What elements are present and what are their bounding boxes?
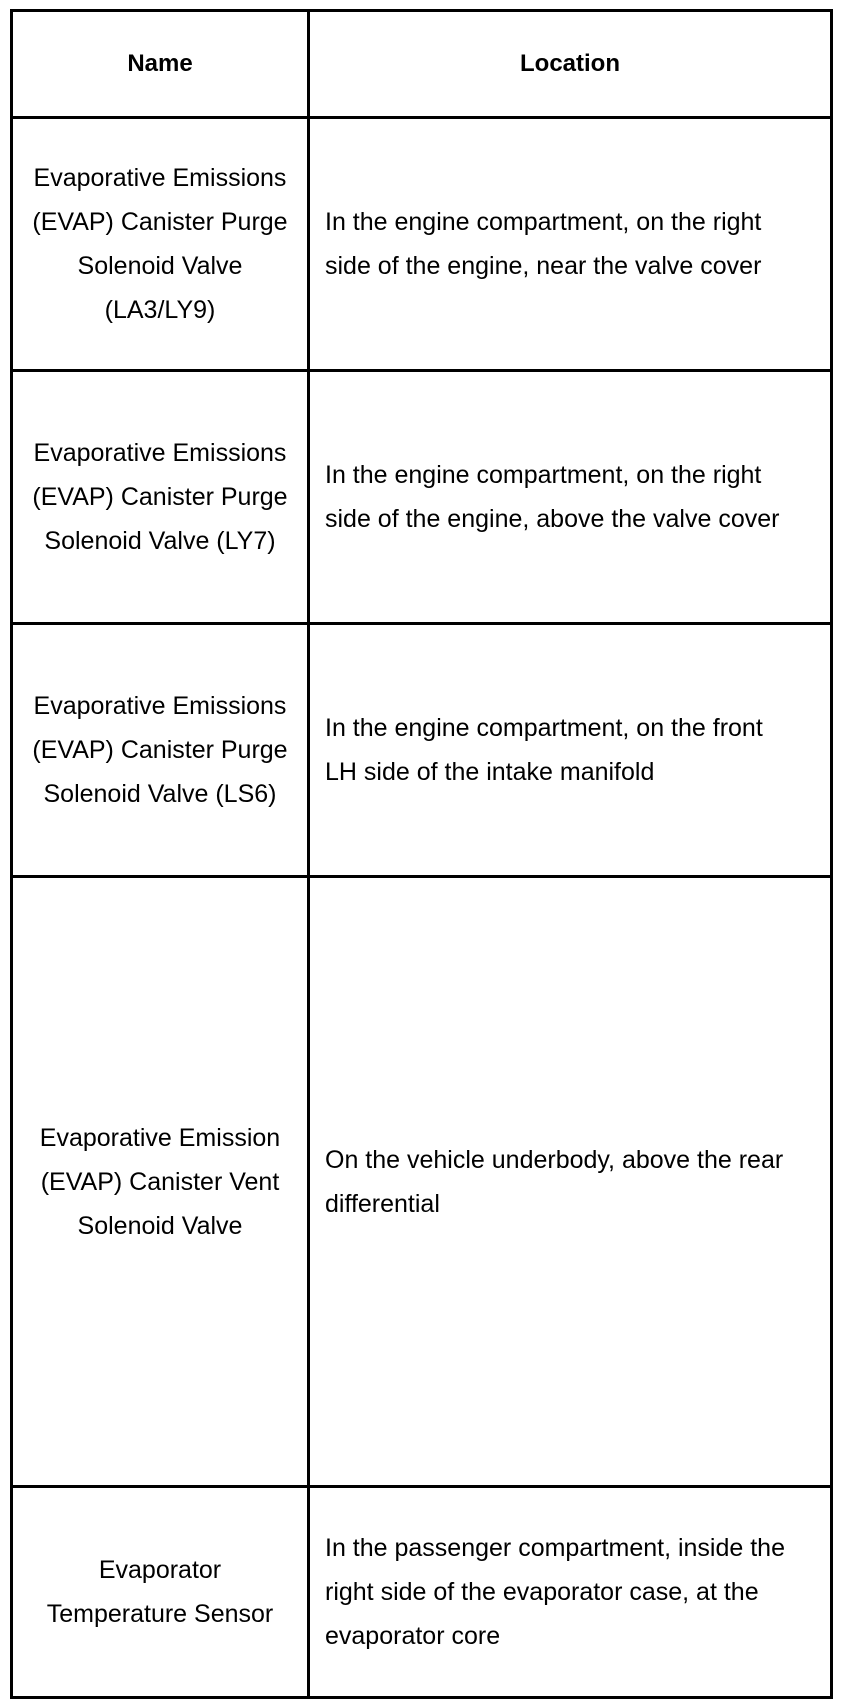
component-location: In the passenger compartment, inside the right side of the evaporator case, at the evaporator core (309, 1487, 832, 1698)
component-name: Evaporative Emissions (EVAP) Canister Purge Solenoid Valve (LY7) (12, 371, 309, 624)
component-name: Evaporative Emissions (EVAP) Canister Purge Solenoid Valve (LS6) (12, 624, 309, 877)
table-header-row (12, 11, 832, 118)
table-row (12, 1487, 832, 1698)
component-location: On the vehicle underbody, above the rear differential (309, 877, 832, 1487)
header-name: Name (12, 11, 309, 118)
table-row (12, 624, 832, 877)
component-location: In the engine compartment, on the right side of the engine, near the valve cover (309, 118, 832, 371)
component-location: In the engine compartment, on the front LH side of the intake manifold (309, 624, 832, 877)
component-name: Evaporative Emissions (EVAP) Canister Purge Solenoid Valve (LA3/LY9) (12, 118, 309, 371)
header-location: Location (309, 11, 832, 118)
table-row (12, 371, 832, 624)
component-name: Evaporative Emission (EVAP) Canister Vent Solenoid Valve (12, 877, 309, 1487)
table-row (12, 118, 832, 371)
table-row (12, 877, 832, 1487)
component-name: Evaporator Temperature Sensor (12, 1487, 309, 1698)
component-location-table (10, 9, 833, 1699)
component-location: In the engine compartment, on the right side of the engine, above the valve cover (309, 371, 832, 624)
